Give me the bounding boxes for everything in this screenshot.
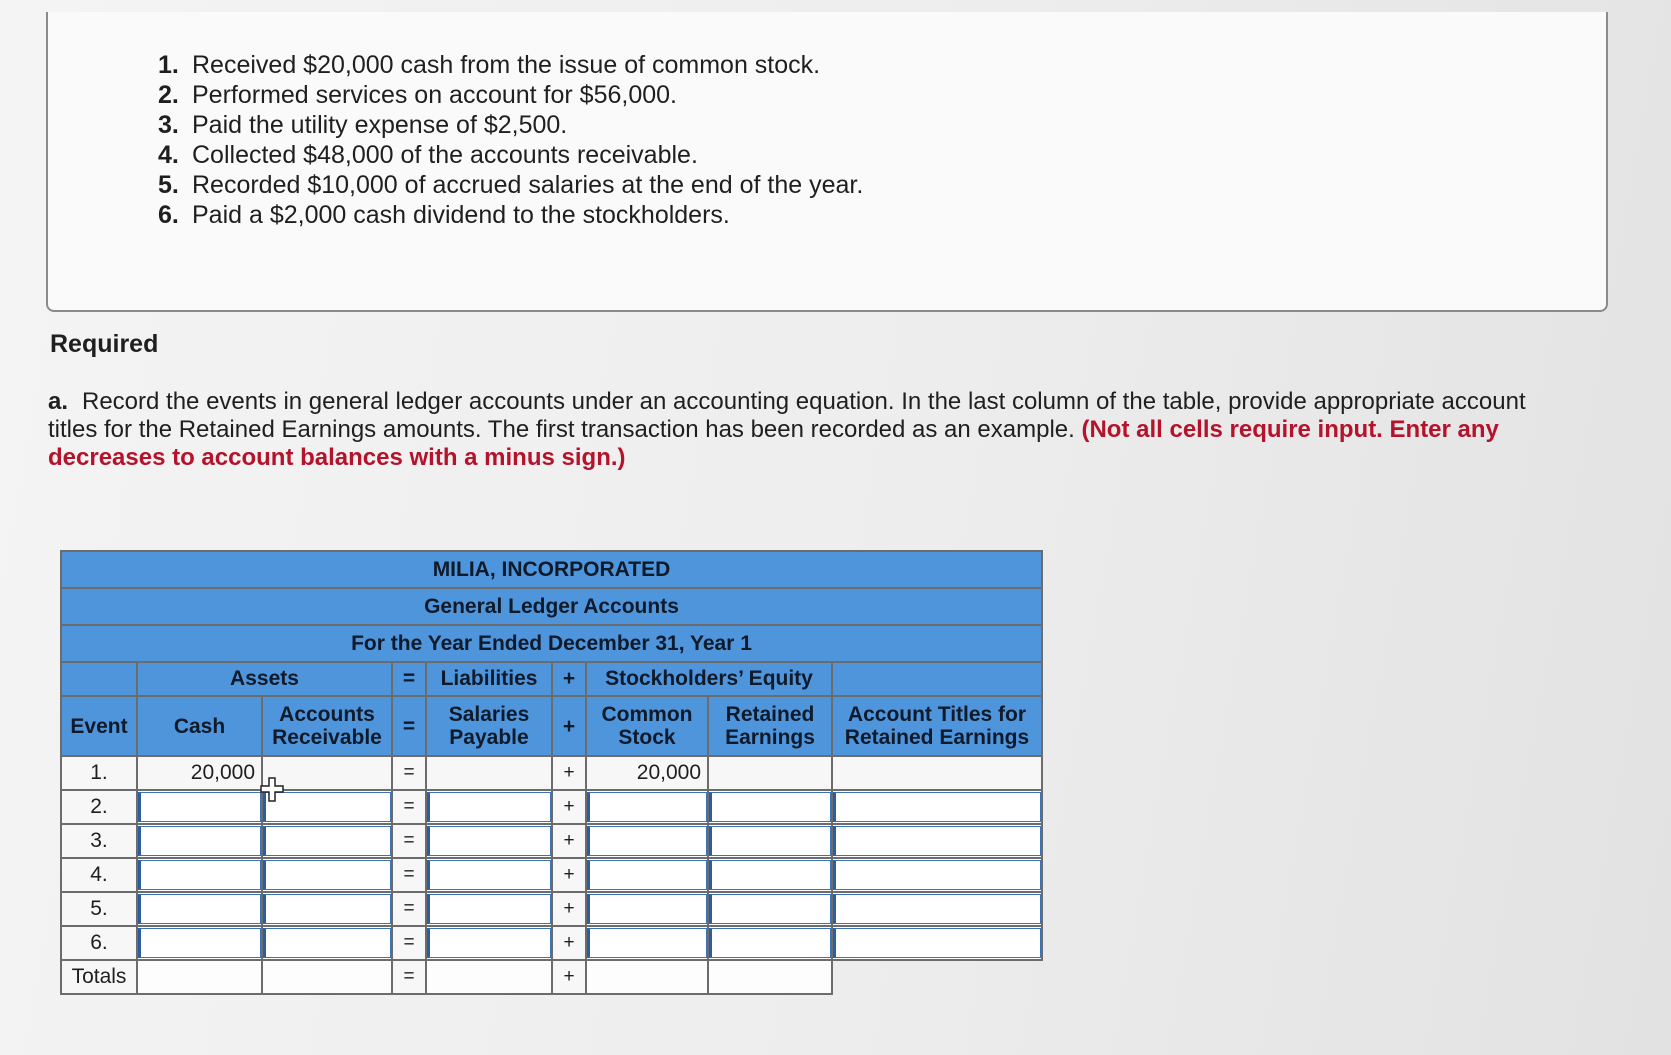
event-cell: 3.	[61, 824, 137, 858]
cash-cell	[137, 926, 262, 960]
equals-sign: =	[392, 858, 426, 892]
cs-total	[586, 960, 708, 994]
col-common-stock	[586, 696, 708, 756]
sp-cell	[426, 858, 552, 892]
company-name: MILIA, INCORPORATED	[61, 551, 1042, 588]
account-title-cell	[832, 790, 1042, 824]
col-cs-line2: Stock	[618, 726, 676, 749]
cash-value: 20,000	[137, 756, 262, 790]
event-cell: 2.	[61, 790, 137, 824]
plus-sign: +	[552, 824, 586, 858]
group-plus: +	[552, 662, 586, 696]
event-number: 1.	[158, 51, 179, 79]
ar-cell	[262, 892, 392, 926]
cs-input[interactable]	[587, 826, 707, 856]
cash-input[interactable]	[138, 860, 261, 890]
re-cell	[708, 858, 832, 892]
col-sp-line1: Salaries	[448, 703, 530, 726]
col-event: Event	[61, 696, 137, 756]
required-heading: Required	[50, 330, 159, 358]
group-blank	[61, 662, 137, 696]
re-input[interactable]	[709, 826, 831, 856]
equals-sign: =	[392, 756, 426, 790]
instruction-label: a.	[48, 388, 69, 415]
group-equals: =	[392, 662, 426, 696]
col-cs-line1: Common	[601, 703, 693, 726]
re-cell	[708, 824, 832, 858]
account-title-cell	[832, 858, 1042, 892]
plus-sign: +	[552, 790, 586, 824]
re-cell	[708, 790, 832, 824]
event-text: Performed services on account for $56,000.	[192, 81, 677, 109]
cash-cell	[137, 892, 262, 926]
sp-total	[426, 960, 552, 994]
totals-row	[61, 960, 1042, 994]
plus-sign: +	[552, 756, 586, 790]
plus-sign: +	[552, 926, 586, 960]
cs-input[interactable]	[587, 792, 707, 822]
account-title-value	[832, 756, 1042, 790]
table-period: For the Year Ended December 31, Year 1	[61, 625, 1042, 662]
plus-sign: +	[552, 858, 586, 892]
cash-input[interactable]	[138, 826, 261, 856]
event-cell: 6.	[61, 926, 137, 960]
event-number: 2.	[158, 81, 179, 109]
ar-cell	[262, 858, 392, 892]
group-blank	[832, 662, 1042, 696]
events-list	[158, 50, 863, 230]
re-input[interactable]	[709, 860, 831, 890]
event-number: 4.	[158, 141, 179, 169]
group-assets: Assets	[137, 662, 392, 696]
sp-cell	[426, 790, 552, 824]
event-text: Paid a $2,000 cash dividend to the stockholders.	[192, 201, 730, 229]
sp-input[interactable]	[427, 792, 551, 822]
ar-input[interactable]	[263, 826, 391, 856]
account-title-cell	[832, 892, 1042, 926]
table-row	[61, 892, 1042, 926]
plus-sign: +	[552, 960, 586, 994]
event-text: Received $20,000 cash from the issue of common stock.	[192, 51, 821, 79]
re-value	[708, 756, 832, 790]
equals-sign: =	[392, 790, 426, 824]
re-total	[708, 960, 832, 994]
event-text: Paid the utility expense of $2,500.	[192, 111, 568, 139]
account-title-cell	[832, 926, 1042, 960]
cs-input[interactable]	[587, 894, 707, 924]
cs-cell	[586, 824, 708, 858]
table-subtitle: General Ledger Accounts	[61, 588, 1042, 625]
equals-sign: =	[392, 824, 426, 858]
cs-cell	[586, 858, 708, 892]
sp-input[interactable]	[427, 860, 551, 890]
col-salaries-payable	[426, 696, 552, 756]
re-input[interactable]	[709, 792, 831, 822]
sp-cell	[426, 892, 552, 926]
totals-label: Totals	[61, 960, 137, 994]
events-panel	[46, 12, 1608, 312]
ar-cell	[262, 824, 392, 858]
col-plus: +	[552, 696, 586, 756]
cash-input[interactable]	[138, 894, 261, 924]
event-number: 6.	[158, 201, 179, 229]
instruction-note: (Not all cells require input. Enter any decreases to account balances with a minus sign.)	[48, 416, 1499, 471]
table-row	[61, 824, 1042, 858]
cash-input[interactable]	[138, 928, 261, 958]
equals-sign: =	[392, 960, 426, 994]
group-liabilities: Liabilities	[426, 662, 552, 696]
sp-input[interactable]	[427, 894, 551, 924]
event-number: 5.	[158, 171, 179, 199]
re-input[interactable]	[709, 894, 831, 924]
cs-value: 20,000	[586, 756, 708, 790]
list-item	[158, 200, 863, 230]
event-cell: 5.	[61, 892, 137, 926]
ar-cell	[262, 926, 392, 960]
sp-cell	[426, 926, 552, 960]
instruction-text: Record the events in general ledger accounts under an accounting equation. In the last column of the table, provide appropriate account titles for the Retained Earnings amounts. The first transaction has been recorded as an example.	[48, 388, 1526, 443]
move-cursor-icon	[260, 777, 284, 803]
sp-input[interactable]	[427, 928, 551, 958]
account-title-input[interactable]	[833, 894, 1041, 924]
sp-cell	[426, 824, 552, 858]
list-item	[158, 170, 863, 200]
ar-total	[262, 960, 392, 994]
group-equity: Stockholders’ Equity	[586, 662, 832, 696]
equals-sign: =	[392, 892, 426, 926]
cash-cell	[137, 824, 262, 858]
list-item	[158, 110, 863, 140]
col-accounts-receivable	[262, 696, 392, 756]
col-sp-line2: Payable	[449, 726, 529, 749]
account-title-input[interactable]	[833, 792, 1041, 822]
equals-sign: =	[392, 926, 426, 960]
col-re-line1: Retained	[725, 703, 815, 726]
instructions	[48, 388, 1568, 472]
table-row	[61, 858, 1042, 892]
cs-input[interactable]	[587, 860, 707, 890]
event-text: Collected $48,000 of the accounts receivable.	[192, 141, 698, 169]
event-cell: 4.	[61, 858, 137, 892]
list-item	[158, 50, 863, 80]
re-input[interactable]	[709, 928, 831, 958]
col-ar-line1: Accounts	[279, 703, 375, 726]
cash-cell	[137, 790, 262, 824]
account-title-input[interactable]	[833, 928, 1041, 958]
ar-input[interactable]	[263, 860, 391, 890]
col-account-titles	[832, 696, 1042, 756]
table-row	[61, 756, 1042, 790]
account-title-input[interactable]	[833, 860, 1041, 890]
ledger-table	[60, 550, 1043, 995]
ar-input[interactable]	[263, 894, 391, 924]
cs-cell	[586, 926, 708, 960]
re-cell	[708, 892, 832, 926]
event-number: 3.	[158, 111, 179, 139]
account-title-total	[832, 960, 1042, 994]
account-title-input[interactable]	[833, 826, 1041, 856]
col-titles-line2: Retained Earnings	[844, 726, 1030, 749]
account-title-cell	[832, 824, 1042, 858]
col-cash: Cash	[137, 696, 262, 756]
event-text: Recorded $10,000 of accrued salaries at the end of the year.	[192, 171, 864, 199]
cs-cell	[586, 790, 708, 824]
cs-cell	[586, 892, 708, 926]
event-cell: 1.	[61, 756, 137, 790]
table-row	[61, 926, 1042, 960]
list-item	[158, 80, 863, 110]
sp-input[interactable]	[427, 826, 551, 856]
cash-cell	[137, 858, 262, 892]
cash-total	[137, 960, 262, 994]
table-row	[61, 790, 1042, 824]
ar-input[interactable]	[263, 928, 391, 958]
cs-input[interactable]	[587, 928, 707, 958]
re-cell	[708, 926, 832, 960]
col-retained-earnings	[708, 696, 832, 756]
col-titles-line1: Account Titles for	[847, 703, 1027, 726]
cash-input[interactable]	[138, 792, 261, 822]
plus-sign: +	[552, 892, 586, 926]
sp-value	[426, 756, 552, 790]
col-re-line2: Earnings	[725, 726, 815, 749]
list-item	[158, 140, 863, 170]
col-equals: =	[392, 696, 426, 756]
col-ar-line2: Receivable	[272, 726, 382, 749]
